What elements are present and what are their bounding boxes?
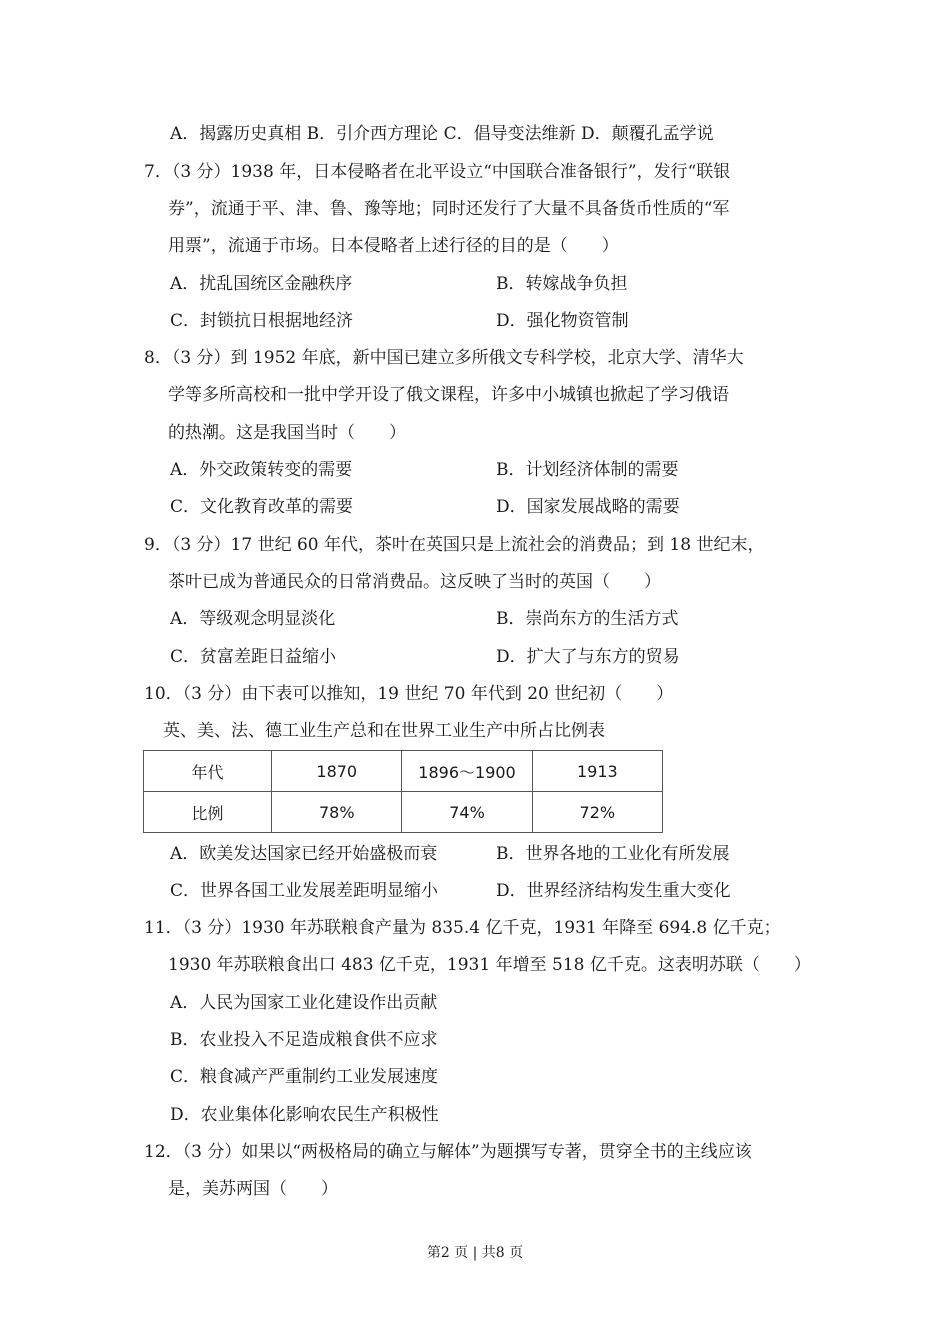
q9-option-d: D．扩大了与东方的贸易 bbox=[496, 647, 680, 667]
q11-option-c: C．粮食减产严重制约工业发展速度 bbox=[170, 1067, 439, 1087]
q8-stem-line-1: 8．（3 分）到 1952 年底，新中国已建立多所俄文专科学校，北京大学、清华大 bbox=[144, 348, 744, 368]
table-row bbox=[144, 751, 663, 792]
q9-option-c: C．贫富差距日益缩小 bbox=[170, 647, 337, 667]
table-cell: 比例 bbox=[144, 792, 272, 833]
q11-option-d: D．农业集体化影响农民生产积极性 bbox=[170, 1105, 439, 1125]
q10-stem-line-1: 10．（3 分）由下表可以推知，19 世纪 70 年代到 20 世纪初（ ） bbox=[144, 684, 674, 704]
q8-option-b: B．计划经济体制的需要 bbox=[496, 460, 679, 480]
q7-option-c: C．封锁抗日根据地经济 bbox=[170, 311, 354, 331]
q12-stem-line-2: 是，美苏两国（ ） bbox=[168, 1179, 338, 1199]
table-cell: 78% bbox=[272, 792, 402, 833]
q10-option-c: C．世界各国工业发展差距明显缩小 bbox=[170, 881, 439, 901]
q11-stem-line-2: 1930 年苏联粮食出口 483 亿千克，1931 年增至 518 亿千克。这表明苏联（ ） bbox=[168, 955, 811, 975]
page-footer: 第2 页 | 共8 页 bbox=[426, 1245, 524, 1261]
q10-option-a: A．欧美发达国家已经开始盛极而衰 bbox=[170, 844, 438, 864]
q9-stem-line-2: 茶叶已成为普通民众的日常消费品。这反映了当时的英国（ ） bbox=[168, 572, 661, 592]
table-cell: 1913 bbox=[532, 751, 662, 792]
table-cell: 年代 bbox=[144, 751, 272, 792]
q11-stem-line-1: 11．（3 分）1930 年苏联粮食产量为 835.4 亿千克，1931 年降至 694.8 亿千克； bbox=[144, 918, 781, 938]
q11-option-a: A．人民为国家工业化建设作出贡献 bbox=[170, 993, 438, 1013]
q8-option-d: D．国家发展战略的需要 bbox=[496, 497, 680, 517]
q8-stem-line-2: 学等多所高校和一批中学开设了俄文课程，许多中小城镇也掀起了学习俄语 bbox=[168, 385, 729, 405]
table-cell: 1896～1900 bbox=[402, 751, 532, 792]
q10-option-d: D．世界经济结构发生重大变化 bbox=[496, 881, 731, 901]
q8-option-c: C．文化教育改革的需要 bbox=[170, 497, 354, 517]
q7-stem-line-3: 用票”，流通于市场。日本侵略者上述行径的目的是（ ） bbox=[168, 236, 619, 256]
q8-stem-line-3: 的热潮。这是我国当时（ ） bbox=[168, 423, 406, 443]
q7-option-a: A．扰乱国统区金融秩序 bbox=[170, 274, 353, 294]
q11-option-b: B．农业投入不足造成粮食供不应求 bbox=[170, 1030, 438, 1050]
industry-ratio-table bbox=[143, 750, 663, 833]
q8-option-a: A．外交政策转变的需要 bbox=[170, 460, 353, 480]
q9-option-b: B．崇尚东方的生活方式 bbox=[496, 609, 679, 629]
q7-stem-line-2: 券”，流通于平、津、鲁、豫等地；同时还发行了大量不具备货币性质的“军 bbox=[168, 199, 730, 219]
q7-option-b: B．转嫁战争负担 bbox=[496, 274, 628, 294]
q7-option-d: D．强化物资管制 bbox=[496, 311, 629, 331]
q6-options: A．揭露历史真相 B．引介西方理论 C．倡导变法维新 D．颠覆孔孟学说 bbox=[170, 124, 714, 144]
q9-stem-line-1: 9．（3 分）17 世纪 60 年代，茶叶在英国只是上流社会的消费品；到 18 世纪末， bbox=[144, 535, 765, 555]
q12-stem-line-1: 12．（3 分）如果以“两极格局的确立与解体”为题撰写专著，贯穿全书的主线应该 bbox=[144, 1142, 752, 1162]
q10-option-b: B．世界各地的工业化有所发展 bbox=[496, 844, 730, 864]
q7-stem-line-1: 7．（3 分）1938 年，日本侵略者在北平设立“中国联合准备银行”，发行“联银 bbox=[144, 162, 731, 182]
table-cell: 74% bbox=[402, 792, 532, 833]
table-cell: 1870 bbox=[272, 751, 402, 792]
table-caption: 英、美、法、德工业生产总和在世界工业生产中所占比例表 bbox=[163, 721, 605, 741]
table-row bbox=[144, 792, 663, 833]
table-cell: 72% bbox=[532, 792, 662, 833]
q9-option-a: A．等级观念明显淡化 bbox=[170, 609, 336, 629]
